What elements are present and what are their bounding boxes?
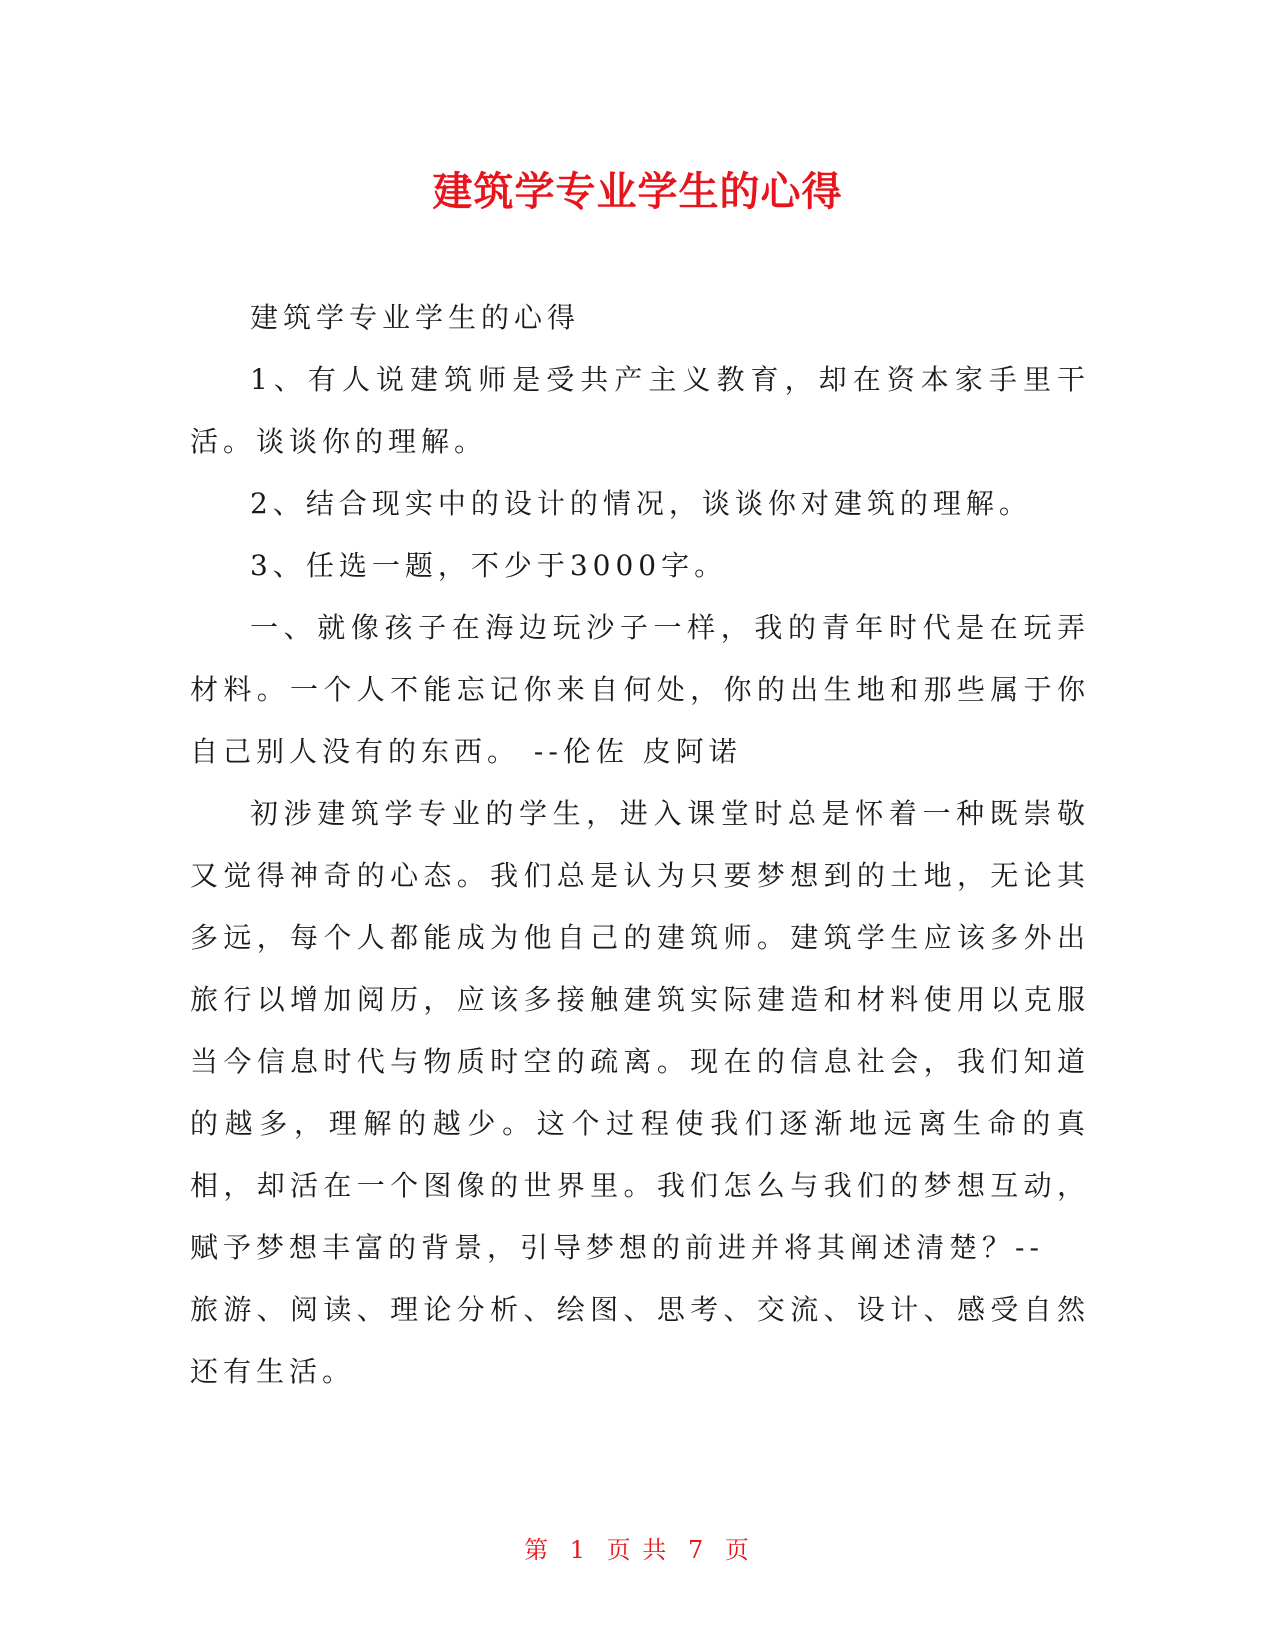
paragraph-main: 初涉建筑学专业的学生，进入课堂时总是怀着一种既崇敬又觉得神奇的心态。我们总是认为只要梦想到的土地，无论其多远，每个人都能成为他自己的建筑师。建筑学生应该多外出旅行以增加阅历，应该多接触建筑实际建造和材料使用以克服当今信息时代与物质时空的疏离。现在的信息社会，我们知道的越多，理解的越少。这个过程使我们逐渐地远离生命的真相，却活在一个图像的世界里。我们怎么与我们的梦想互动，赋予梦想丰富的背景，引导梦想的前进并将其阐述清楚？--	[190, 797, 1090, 1264]
footer-total-pages: 7	[687, 1536, 706, 1564]
paragraph-question-1: 1、有人说建筑师是受共产主义教育，却在资本家手里干活。谈谈你的理解。	[190, 363, 1090, 458]
document-body	[190, 287, 1090, 1403]
footer-suffix: 页	[724, 1536, 751, 1564]
paragraph-question-3: 3、任选一题，不少于3000字。	[250, 549, 728, 582]
paragraph-activities: 旅游、阅读、理论分析、绘图、思考、交流、设计、感受自然还有生活。	[190, 1293, 1090, 1388]
paragraph-subtitle: 建筑学专业学生的心得	[250, 301, 581, 334]
paragraph-question-2: 2、结合现实中的设计的情况，谈谈你对建筑的理解。	[250, 487, 1032, 520]
footer-middle: 页 共	[606, 1536, 669, 1564]
paragraph-quote: 一、就像孩子在海边玩沙子一样，我的青年时代是在玩弄材料。一个人不能忘记你来自何处，你的出生地和那些属于你自己别人没有的东西。 --伦佐 皮阿诺	[190, 611, 1090, 768]
footer-page-number: 1	[569, 1536, 588, 1564]
document-title: 建筑学专业学生的心得	[432, 169, 843, 215]
footer-prefix: 第	[524, 1536, 551, 1564]
page-footer	[0, 1530, 1275, 1565]
